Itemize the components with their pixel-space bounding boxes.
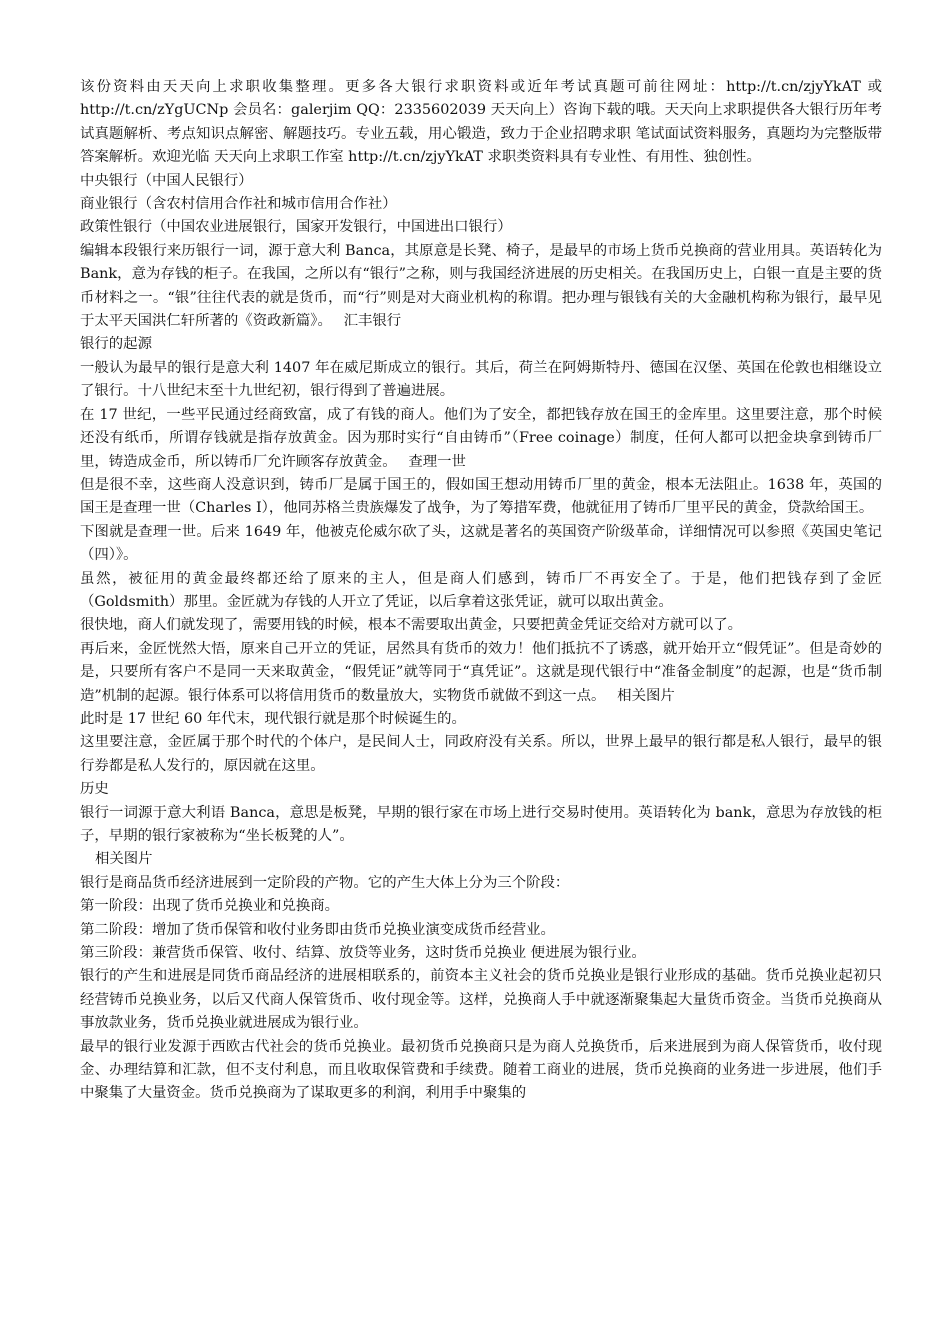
paragraph: 很快地，商人们就发现了，需要用钱的时候，根本不需要取出黄金，只要把黄金凭证交给对方就可以了。 xyxy=(80,617,742,634)
stage-item: 第三阶段：兼营货币保管、收付、结算、放贷等业务，这时货币兑换业 便进展为银行业。 xyxy=(80,945,646,962)
paragraph: 银行的产生和进展是同货币商品经济的进展相联系的，前资本主义社会的货币兑换业是银行业形成的基础。货币兑换业起初只经营铸币兑换业务，以后又代商人保管货币、收付现金等。这样，兑换商人手中就逐渐聚集起大量货币资金。当货币兑换商从事放款业务，货币兑换业就进展成为银行业。 xyxy=(80,968,882,1032)
list-item-central-bank: 中央银行（中国人民银行） xyxy=(80,172,253,189)
list-item-commercial-bank: 商业银行（含农村信用合作社和城市信用合作社） xyxy=(80,196,397,213)
paragraph: 再后来，金匠恍然大悟，原来自己开立的凭证，居然具有货币的效力！他们抵抗不了诱惑，就开始开立“假凭证”。但是奇妙的是，只要所有客户不是同一天来取黄金，“假凭证”就等同于“真凭证”。这就是现代银行中“准备金制度”的起源，也是“货币制造”机制的起源。银行体系可以将信用货币的数量放大，实物货币就做不到这一点。 相关图片 xyxy=(80,640,882,704)
paragraph: 虽然，被征用的黄金最终都还给了原来的主人，但是商人们感到，铸币厂不再安全了。于是，他们把钱存到了金匠（Goldsmith）那里。金匠就为存钱的人开立了凭证，以后拿着这张凭证，就可以取出黄金。 xyxy=(80,570,882,610)
paragraph: 但是很不幸，这些商人没意识到，铸币厂是属于国王的，假如国王想动用铸币厂里的黄金，根本无法阻止。1638 年，英国的国王是查理一世（Charles I），他同苏格兰贵族爆发了战争，为了筹措军费，他就征用了铸币厂里平民的黄金，贷款给国王。 xyxy=(80,476,882,517)
section-heading-history: 历史 xyxy=(80,781,109,798)
paragraph: 此时是 17 世纪 60 年代末，现代银行就是那个时候诞生的。 xyxy=(80,710,466,727)
stage-item: 第一阶段：出现了货币兑换业和兑换商。 xyxy=(80,898,340,915)
paragraph: 在 17 世纪，一些平民通过经商致富，成了有钱的商人。他们为了安全，都把钱存放在国王的金库里。这里要注意，那个时候还没有纸币，所谓存钱就是指存放黄金。因为那时实行“自由铸币”（Free coinage）制度，任何人都可以把金块拿到铸币厂里，铸造成金币，所以铸币厂允许顾客存放黄金。 查理一世 xyxy=(80,406,882,470)
paragraph: 这里要注意，金匠属于那个时代的个体户，是民间人士，同政府没有关系。所以，世界上最早的银行都是私人银行，最早的银行券都是私人发行的，原因就在这里。 xyxy=(80,734,882,774)
paragraph: 最早的银行业发源于西欧古代社会的货币兑换业。最初货币兑换商只是为商人兑换货币，后来进展到为商人保管货币，收付现金、办理结算和汇款，但不支付利息，而且收取保管费和手续费。随着工商业的进展，货币兑换商的业务进一步进展，他们手中聚集了大量资金。货币兑换商为了谋取更多的利润，利用手中聚集的 xyxy=(80,1038,882,1102)
paragraph-bank-origin-name: 编辑本段银行来历银行一词，源于意大利 Banca，其原意是长凳、椅子，是最早的市场上货币兑换商的营业用具。英语转化为 Bank，意为存钱的柜子。在我国，之所以有“银行”之称，则与我国经济进展的历史相关。在我国历史上，白银一直是主要的货币材料之一。“银”往往代表的就是货币，而“行”则是对大商业机构的称谓。把办理与银钱有关的大金融机构称为银行，最早见于太平天国洪仁轩所著的《资政新篇》。 汇丰银行 xyxy=(80,242,882,330)
document-body xyxy=(80,76,882,1106)
stage-item: 第二阶段：增加了货币保管和收付业务即由货币兑换业演变成货币经营业。 xyxy=(80,921,555,938)
paragraph: 下图就是查理一世。后来 1649 年，他被克伦威尔砍了头，这就是著名的英国资产阶级革命，详细情况可以参照《英国史笔记（四）》。 xyxy=(80,523,882,564)
intro-paragraph: 该份资料由天天向上求职收集整理。更多各大银行求职资料或近年考试真题可前往网址：http://t.cn/zjyYkAT 或 http://t.cn/zYgUCNp 会员名：galerjim QQ：2335602039 天天向上）咨询下载的哦。天天向上求职提供各大银行历年考试真题解析、考点知识点解密、解题技巧。专业五载，用心锻造，致力于企业招聘求职 笔试面试资料服务，真题均为完整版带答案解析。欢迎光临 天天向上求职工作室 http://t.cn/zjyYkAT 求职类资料具有专业性、有用性、独创性。 xyxy=(80,79,882,166)
paragraph: 一般认为最早的银行是意大利 1407 年在威尼斯成立的银行。其后，荷兰在阿姆斯特丹、德国在汉堡、英国在伦敦也相继设立了银行。十八世纪末至十九世纪初，银行得到了普遍进展。 xyxy=(80,359,882,400)
paragraph: 银行是商品货币经济进展到一定阶段的产物。它的产生大体上分为三个阶段： xyxy=(80,874,570,891)
list-item-policy-bank: 政策性银行（中国农业进展银行，国家开发银行，中国进出口银行） xyxy=(80,219,512,236)
image-caption: 相关图片 xyxy=(95,851,153,868)
section-heading-origin: 银行的起源 xyxy=(80,336,152,353)
paragraph: 银行一词源于意大利语 Banca，意思是板凳，早期的银行家在市场上进行交易时使用。英语转化为 bank，意思为存放钱的柜子，早期的银行家被称为“坐长板凳的人”。 xyxy=(80,804,882,844)
